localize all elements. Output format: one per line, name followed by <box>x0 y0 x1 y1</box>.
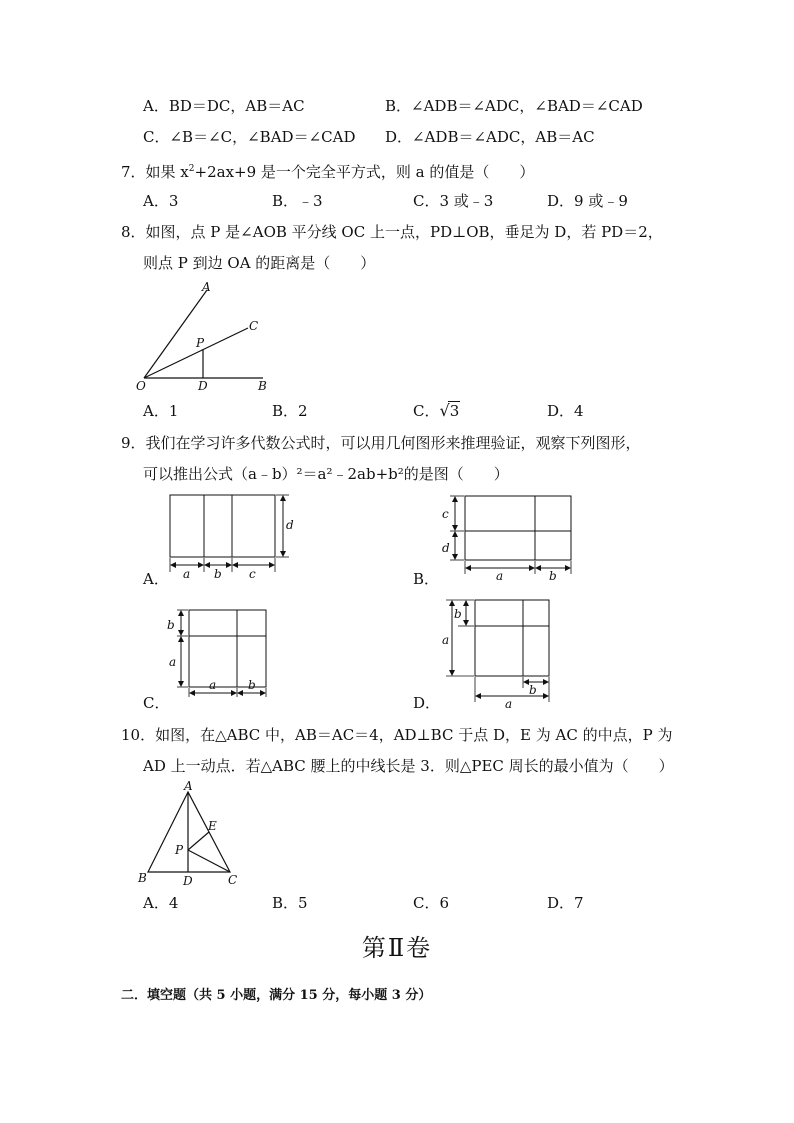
q9-option-a: A． <box>143 570 169 588</box>
sqrt-symbol: √ 3 <box>439 401 460 420</box>
q10-stem-line2: AD 上一动点．若△ABC 腰上的中线长是 3．则△PEC 周长的最小值为（ ） <box>143 757 674 775</box>
q9c-label-a2: a <box>209 678 217 692</box>
q8-label-a: A <box>202 280 211 294</box>
q10-option-a: A．4 <box>143 894 179 912</box>
q9c-label-b2: b <box>248 678 256 692</box>
q10-segment-pe <box>188 832 209 850</box>
q10-label-e: E <box>208 819 217 833</box>
q9-figure-b <box>435 492 580 584</box>
q9d-label-b: b <box>454 607 462 621</box>
q10-stem-line1: 10．如图，在△ABC 中，AB＝AC＝4，AD⊥BC 于点 D，E 为 AC 的中点，P 为 <box>121 726 673 744</box>
q10-figure <box>130 780 250 890</box>
q7-option-b: B．﹣3 <box>272 192 323 210</box>
q10-label-p: P <box>175 843 184 857</box>
q6-option-b: B．∠ADB＝∠ADC，∠BAD＝∠CAD <box>385 97 643 115</box>
q8-figure <box>130 280 280 395</box>
q9-stem-line1: 9．我们在学习许多代数公式时，可以用几何图形来推理验证，观察下列图形， <box>121 434 641 452</box>
q8-ray-oa <box>144 290 207 378</box>
q8-stem-line2: 则点 P 到边 OA 的距离是（ ） <box>143 254 376 272</box>
section-title: 第Ⅱ卷 <box>361 934 433 962</box>
q6-option-d: D．∠ADB＝∠ADC，AB＝AC <box>385 128 595 146</box>
q8-option-b: B．2 <box>272 402 308 420</box>
q6-option-c: C．∠B＝∠C，∠BAD＝∠CAD <box>143 128 356 146</box>
q9b-label-b: b <box>549 569 557 583</box>
q9-figure-a <box>165 492 295 587</box>
q9a-label-c: c <box>249 567 256 581</box>
q8-option-d: D．4 <box>547 402 584 420</box>
q8-label-d: D <box>198 379 208 393</box>
section-heading: 二．填空题（共 5 小题，满分 15 分，每小题 3 分） <box>121 988 432 1003</box>
q9d-label-b2: b <box>529 683 537 697</box>
q8-label-o: O <box>136 379 146 393</box>
q9a-label-d: d <box>286 518 294 532</box>
q7-option-a: A．3 <box>143 192 179 210</box>
q9-figure-c <box>160 605 272 700</box>
q7-option-c: C．3 或﹣3 <box>413 192 494 210</box>
q8-label-p: P <box>196 336 205 350</box>
q10-label-d: D <box>183 874 193 888</box>
q9-option-c: C． <box>143 694 170 712</box>
q9b-label-d: d <box>442 541 450 555</box>
q10-label-c: C <box>228 873 238 887</box>
q7-stem: 7．如果 $x^2+2ax+9$ 是一个完全平方式，则 a 的值是（ ） <box>121 163 535 181</box>
q9c-label-b: b <box>167 618 175 632</box>
q9b-label-a: a <box>496 569 504 583</box>
q7-option-d: D．9 或﹣9 <box>547 192 628 210</box>
q9a-label-b: b <box>214 567 222 581</box>
q9b-label-c: c <box>442 507 449 521</box>
q9-option-d: D． <box>413 694 441 712</box>
q10-label-b: B <box>138 871 147 885</box>
q9-option-b: B． <box>413 570 440 588</box>
q10-option-d: D．7 <box>547 894 584 912</box>
q6-option-a: A．BD＝DC，AB＝AC <box>143 97 305 115</box>
q8-label-c: C <box>249 319 259 333</box>
q10-option-b: B．5 <box>272 894 308 912</box>
q10-option-c: C．6 <box>413 894 450 912</box>
q9c-label-a: a <box>169 655 177 669</box>
q8-option-c: C．√ 3 <box>413 401 460 420</box>
q8-option-a: A．1 <box>143 402 179 420</box>
q8-label-b: B <box>258 379 267 393</box>
q9a-label-a: a <box>183 567 191 581</box>
q9-figure-d <box>436 596 558 712</box>
q10-label-a: A <box>184 779 193 793</box>
q8-stem-line1: 8．如图，点 P 是∠AOB 平分线 OC 上一点，PD⊥OB，垂足为 D，若 PD＝2， <box>121 223 663 241</box>
q9d-label-a: a <box>442 633 450 647</box>
q9d-label-a2: a <box>505 697 513 711</box>
q9-stem-line2: 可以推出公式（a﹣b）²＝a²﹣2ab+b²的是图（ ） <box>143 465 509 483</box>
q10-triangle-abc <box>148 792 230 872</box>
